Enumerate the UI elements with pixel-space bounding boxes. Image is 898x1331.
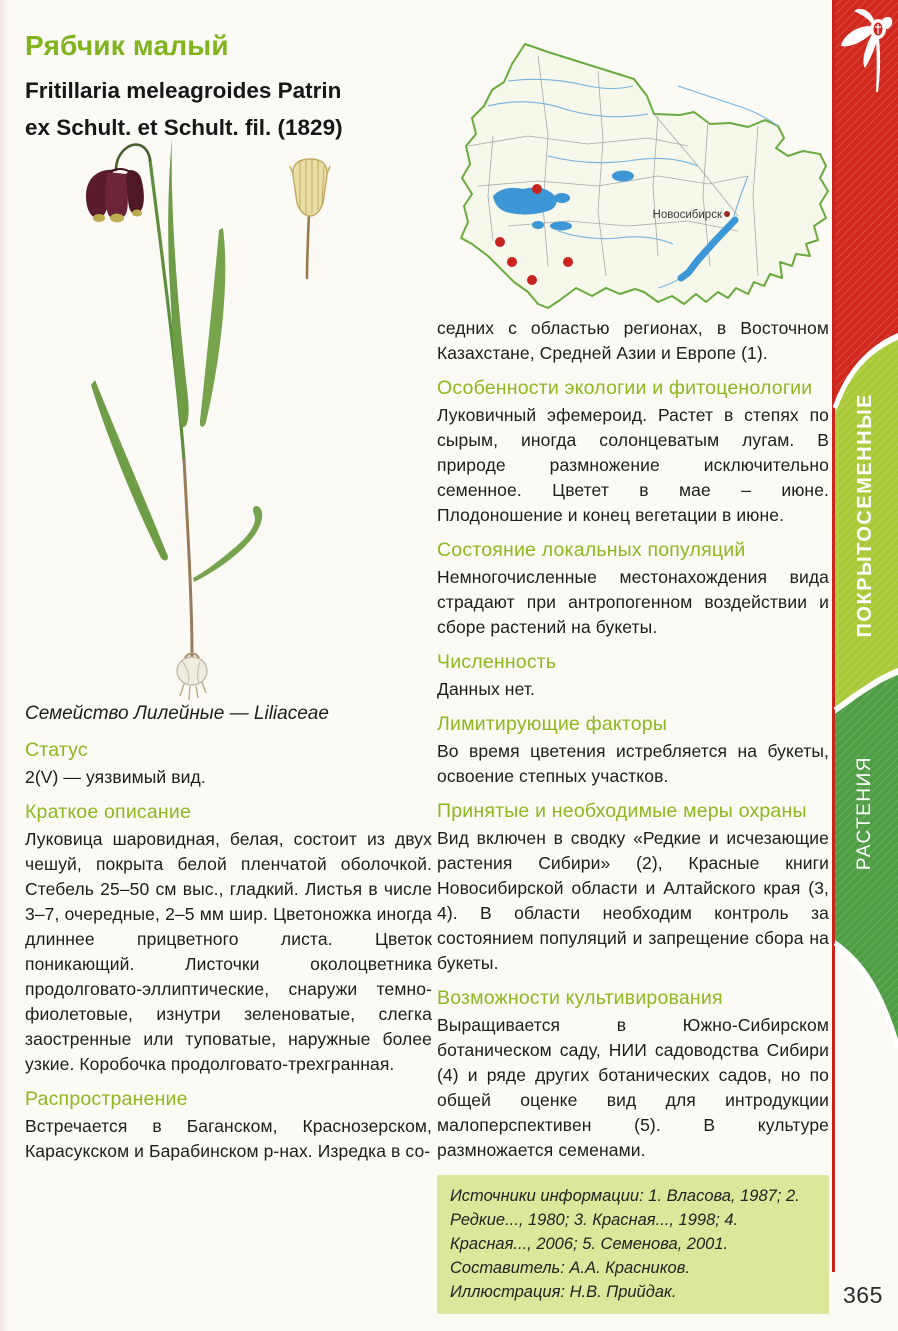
page-number: 365 xyxy=(843,1282,883,1308)
flower-tepal xyxy=(126,170,144,214)
compiler-line: Составитель: А.А. Красников. xyxy=(450,1259,690,1277)
sidebar-tab-plants xyxy=(832,728,898,898)
right-column xyxy=(437,316,829,1314)
left-column xyxy=(25,703,432,1166)
sources-line: Источники информации: 1. Власова, 1987; 2. Редкие..., 1980; 3. Красная..., 1998; 4. Красная..., 2006; 5. Семенова, 2001. xyxy=(450,1187,800,1253)
plant-illustration-svg xyxy=(20,130,440,705)
sidebar-tab-angiosperms-label: ПОКРЫТОСЕМЕННЫЕ xyxy=(853,392,876,638)
section-body-abundance: Данных нет. xyxy=(437,679,535,699)
flower-tepal xyxy=(105,172,128,220)
bulb xyxy=(177,657,207,685)
leaf xyxy=(193,506,262,582)
seed-capsule xyxy=(293,159,327,216)
sidebar-tab-angiosperms xyxy=(832,350,898,680)
stem-lower xyxy=(184,460,192,656)
pedicel xyxy=(116,145,150,170)
flower-tip xyxy=(110,214,124,223)
section-body-description: Луковица шаровидная, белая, состоит из двух чешуй, покрыта белой пленчатой оболочкой. Стебель 25–50 см выс., гладкий. Листья в числе 3–7, очередные, 2–5 мм шир. Цветоножка иногда длиннее прицветного листа. Цветок поникающий. Листочки околоцветника продолговато-эллиптические, снаружи темно-фиолетовые, изнутри зеленоватые, слегка заостренные или туповатые, наружные более узкие. Коробочка продолговато-трехгранная. xyxy=(25,829,432,1074)
capsule-stalk xyxy=(307,214,309,278)
leaf xyxy=(168,138,188,427)
city-marker xyxy=(724,211,730,217)
map-city-label: Новосибирск xyxy=(652,209,722,221)
species-title-latin-line2: ex Schult. et Schult. fil. (1829) xyxy=(25,115,343,140)
section-heading-populations: Состояние локальных популяций xyxy=(437,539,746,561)
illustrator-line: Иллюстрация: Н.В. Прийдак. xyxy=(450,1283,677,1301)
ladys-slipper-orchid-icon xyxy=(836,4,896,96)
distribution-continuation: седних с областью регионах, в Восточном Казахстане, Средней Азии и Европе (1). xyxy=(437,318,829,363)
section-body-cultivation: Выращивается в Южно-Сибирском ботаническом саду, НИИ садоводства Сибири (4) и ряде других ботанических садов, но по общей оценке вид для интродукции малоперспективен (5). В культуре размножается семенами. xyxy=(437,1015,829,1160)
leaf xyxy=(200,228,225,427)
occurrence-marker xyxy=(527,275,537,285)
occurrence-marker xyxy=(507,257,517,267)
section-body-populations: Немногочисленные местонахождения вида страдают при антропогенном воздействии и сборе растений на букеты. xyxy=(437,567,829,637)
section-heading-limiting-factors: Лимитирующие факторы xyxy=(437,713,668,735)
section-heading-cultivation: Возможности культивирования xyxy=(437,987,723,1009)
section-body-distribution: Встречается в Баганском, Краснозерском, Карасукском и Барабинском р-нах. Изредка в со- xyxy=(25,1116,432,1161)
oblast-outline xyxy=(461,44,828,308)
sidebar xyxy=(832,0,898,1331)
section-heading-abundance: Численность xyxy=(437,651,557,673)
occurrence-marker xyxy=(495,237,505,247)
section-body-limiting-factors: Во время цветения истребляется на букеты, освоение степных участков. xyxy=(437,741,829,786)
section-heading-ecology: Особенности экологии и фитоценологии xyxy=(437,377,813,399)
section-heading-status: Статус xyxy=(25,739,88,761)
leaf xyxy=(91,380,168,561)
section-body-ecology: Луковичный эфемероид. Растет в степях по сырым, иногда солонцеватым лугам. В природе размножение исключительно семенное. Цветет в мае – июне. Плодоношение и конец вегетации в июне. xyxy=(437,405,829,525)
flower-tip xyxy=(132,210,142,217)
occurrence-marker xyxy=(563,257,573,267)
section-body-protection: Вид включен в сводку «Редкие и исчезающие растения Сибири» (2), Красные книги Новосибирской области и Алтайского края (3, 4). В области необходим контроль за состоянием популяций и запрещение сбора на букеты. xyxy=(437,828,829,973)
section-heading-protection: Принятые и необходимые меры охраны xyxy=(437,800,807,822)
distribution-map-svg xyxy=(448,26,838,314)
plant-illustration xyxy=(20,130,440,705)
section-heading-description: Краткое описание xyxy=(25,801,192,823)
sources-box xyxy=(437,1175,829,1314)
distribution-map xyxy=(448,26,838,314)
species-header xyxy=(25,30,435,146)
family-line: Семейство Лилейные — Liliaceae xyxy=(25,703,329,724)
species-title-ru: Рябчик малый xyxy=(25,30,229,61)
section-body-status: 2(V) — уязвимый вид. xyxy=(25,767,206,787)
sidebar-tab-plants-label: РАСТЕНИЯ xyxy=(854,755,875,871)
section-heading-distribution: Распространение xyxy=(25,1088,188,1110)
flower-tip xyxy=(93,214,105,222)
occurrence-marker xyxy=(532,184,542,194)
species-title-latin-line1: Fritillaria meleagroides Patrin xyxy=(25,78,342,103)
